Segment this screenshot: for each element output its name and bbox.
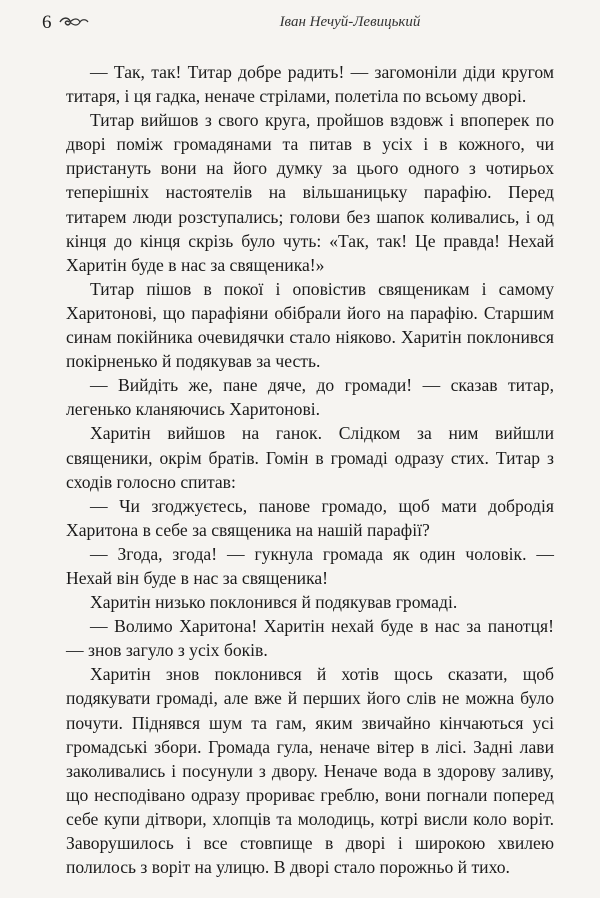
paragraph: Харитін низько поклонився й подякував громаді.	[90, 592, 458, 613]
paragraph: Харитін вийшов на ганок. Слідком за ним вийшли священики, окрім братів. Гомін в громаді одразу стих. Титар з сходів голосно спитав:	[66, 423, 554, 492]
paragraph: — Так, так! Титар добре радить! — загомоніли діди кругом титаря, і ця гадка, неначе стрілами, полетіла по всьому дворі.	[66, 62, 554, 107]
fleuron-icon	[58, 15, 90, 29]
paragraph: — Вийдіть же, пане дяче, до громади! — сказав титар, легенько кланяючись Харитонові.	[66, 375, 554, 420]
page-number: 6	[42, 12, 52, 33]
paragraph: Титар пішов в покої і оповістив священикам і самому Харитонові, що парафіяни обібрали його на парафію. Старшим синам покійника очевидячки стало ніяково. Харитін поклонився покірненько й подякував за честь.	[66, 278, 554, 372]
paragraph: — Волимо Харитона! Харитін нехай буде в нас за панотця! — знов загуло з усіх боків.	[66, 616, 554, 661]
body-text	[66, 60, 554, 879]
paragraph: Харитін знов поклонився й хотів щось сказати, щоб подякувати громаді, але вже й перших його слів не можна було почути. Піднявся шум та гам, яким звичайно кінчаються усі громадські збори. Громада гула, неначе вітер в лісі. Задні лави заколивались і посунули з двору. Неначе вода в здорову заливу, що несподівано одразу прориває греблю, вони погнали поперед себе купи дітвори, хлопців та молодиць, котрі висли коло воріт. Заворушилось і все стовпище в дворі і широкою хвилею полилось з воріт на улицю. В дворі стало порожньо й тихо.	[66, 664, 554, 878]
running-title: Іван Нечуй-Левицький	[279, 14, 421, 30]
page-header	[20, 10, 580, 36]
paragraph: — Чи згоджуєтесь, панове громадо, щоб мати добродія Харитона в себе за священика на нашій парафії?	[66, 495, 554, 540]
paragraph: — Згода, згода! — гукнула громада як один чоловік. — Нехай він буде в нас за священика!	[66, 543, 554, 588]
paragraph: Титар вийшов з свого круга, пройшов вздовж і впоперек по дворі поміж громадянами та питав в усіх і в кожного, чи пристануть вони на його думку за цього одного з чотирьох теперішніх настоятелів на вільшаницьку парафію. Перед титарем люди розступались; голови без шапок коливались, і од кінця до кінця скрізь було чуть: «Так, так! Це правда! Нехай Харитін буде в нас за священика!»	[66, 110, 554, 275]
